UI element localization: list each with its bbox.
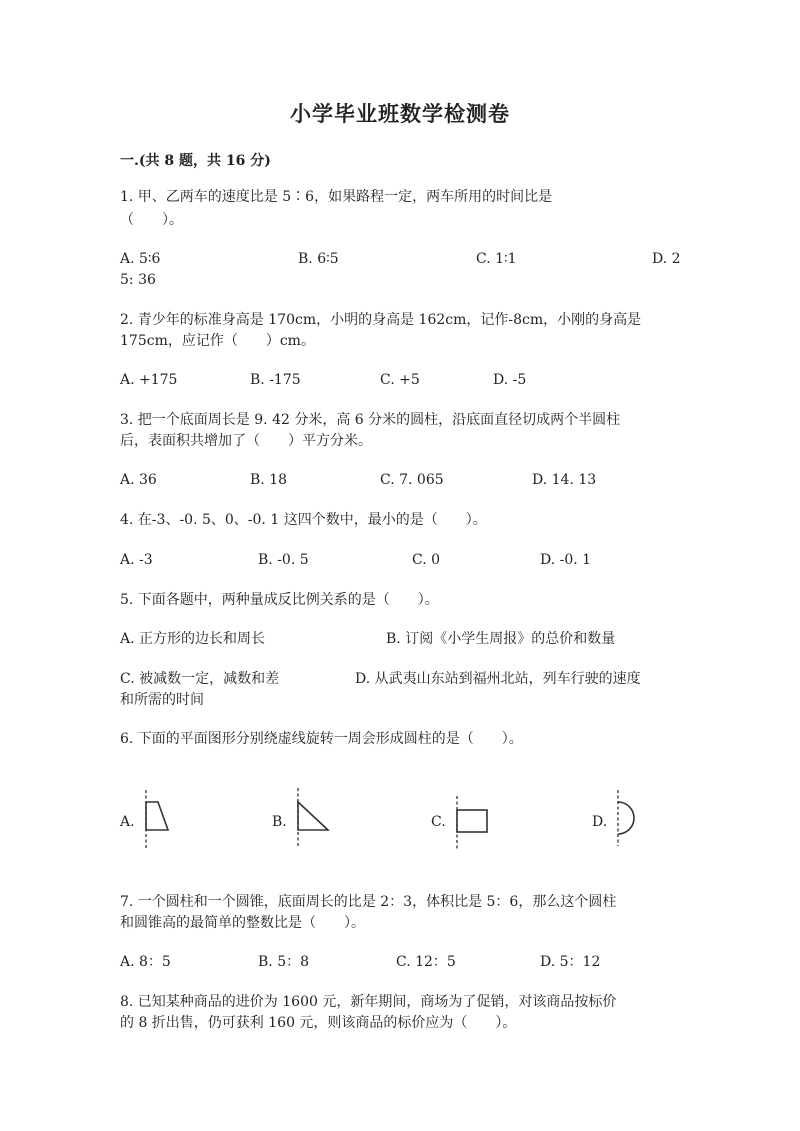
- q2-option-c: C. +5: [380, 372, 420, 388]
- q4-option-b: B. -0. 5: [258, 552, 309, 568]
- q6-figure-d: [606, 788, 646, 848]
- q1-option-b: B. 6∶5: [298, 251, 339, 267]
- q6-option-a-label: A.: [120, 814, 135, 830]
- q5-stem-line1: 5. 下面各题中，两种量成反比例关系的是（ ）。: [120, 592, 439, 608]
- q7-stem-line2: 和圆锥高的最简单的整数比是（ ）。: [120, 915, 365, 931]
- q6-figure-b: [288, 786, 336, 848]
- q1-stem-line2: （ ）。: [120, 212, 183, 228]
- q1-option-c: C. 1∶1: [476, 251, 517, 267]
- q2-option-b: B. -175: [250, 372, 301, 388]
- q2-option-d: D. -5: [493, 372, 527, 388]
- q1-option-d: D. 2: [652, 251, 681, 267]
- q3-option-a: A. 36: [120, 472, 157, 488]
- q4-option-a: A. -3: [120, 552, 153, 568]
- q2-stem-line1: 2. 青少年的标准身高是 170cm，小明的身高是 162cm，记作-8cm，小刚的身高是: [120, 312, 642, 328]
- q3-option-c: C. 7. 065: [380, 472, 444, 488]
- q5-option-d-wrap: 和所需的时间: [120, 692, 204, 708]
- q3-option-b: B. 18: [250, 472, 288, 488]
- q6-option-b-label: B.: [272, 814, 287, 830]
- q6-figure-c: [450, 794, 494, 852]
- q4-option-d: D. -0. 1: [540, 552, 592, 568]
- q7-option-b: B. 5：8: [258, 954, 310, 970]
- q6-option-c-label: C.: [431, 814, 446, 830]
- q6-stem-line1: 6. 下面的平面图形分别绕虚线旋转一周会形成圆柱的是（ ）。: [120, 731, 523, 747]
- q7-option-d: D. 5：12: [540, 954, 601, 970]
- q8-stem-line2: 的 8 折出售，仍可获利 160 元，则该商品的标价应为（ ）。: [120, 1015, 517, 1031]
- q8-stem-line1: 8. 已知某种商品的进价为 1600 元，新年期间，商场为了促销，对该商品按标价: [120, 994, 617, 1010]
- q5-option-c: C. 被减数一定，减数和差: [120, 671, 280, 687]
- section-heading: 一.(共 8 题，共 16 分): [120, 153, 271, 169]
- q3-stem-line2: 后，表面积共增加了（ ）平方分米。: [120, 433, 372, 449]
- q7-stem-line1: 7. 一个圆柱和一个圆锥，底面周长的比是 2：3，体积比是 5：6，那么这个圆柱: [120, 894, 617, 910]
- q1-option-d-wrap: 5: 36: [120, 272, 156, 288]
- q1-stem-line1: 1. 甲、乙两车的速度比是 5∶6，如果路程一定，两车所用的时间比是: [120, 189, 553, 205]
- q4-stem-line1: 4. 在-3、-0. 5、0、-0. 1 这四个数中，最小的是（ ）。: [120, 512, 487, 528]
- q6-option-d-label: D.: [592, 814, 608, 830]
- q3-stem-line1: 3. 把一个底面周长是 9. 42 分米，高 6 分米的圆柱，沿底面直径切成两个半圆柱: [120, 412, 621, 428]
- q5-option-a: A. 正方形的边长和周长: [120, 631, 266, 647]
- q4-option-c: C. 0: [412, 552, 441, 568]
- q6-figure-a: [138, 788, 178, 850]
- page-title: 小学毕业班数学检测卷: [290, 101, 510, 126]
- q5-option-d: D. 从武夷山东站到福州北站，列车行驶的速度: [355, 671, 641, 687]
- q3-option-d: D. 14. 13: [532, 472, 597, 488]
- q2-stem-line2: 175cm，应记作（ ）cm。: [120, 333, 315, 349]
- q5-option-b: B. 订阅《小学生周报》的总价和数量: [386, 631, 616, 647]
- q7-option-a: A. 8：5: [120, 954, 171, 970]
- q7-option-c: C. 12：5: [396, 954, 456, 970]
- q2-option-a: A. +175: [120, 372, 178, 388]
- q1-option-a: A. 5∶6: [120, 251, 161, 267]
